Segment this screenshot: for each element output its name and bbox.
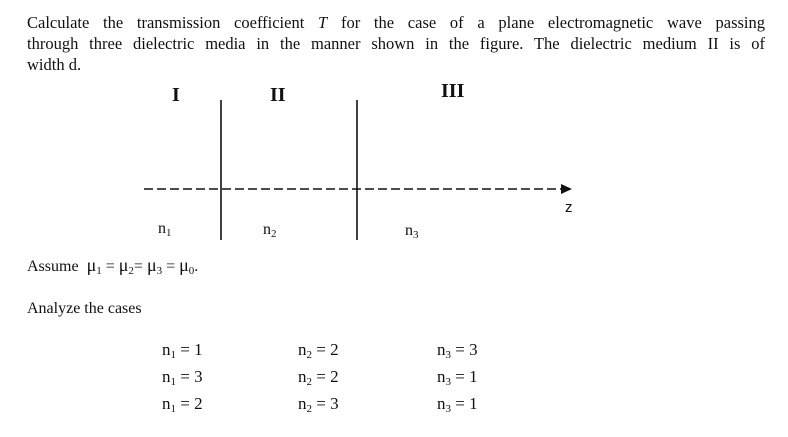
problem-line-1: Calculate the transmission coefficient T for the case of a plane electromagnetic wave passing — [27, 13, 766, 32]
medium-index-2: $n_2$ — [263, 221, 277, 240]
case-1-n1: $n_1 = 1$ — [162, 340, 203, 361]
problem-line-2: through three dielectric media in the manner shown in the figure. The dielectric medium II is of — [27, 34, 765, 53]
region-label-2: II — [270, 84, 286, 106]
case-1-n2: $n_2 = 2$ — [298, 340, 339, 361]
analyze-label: Analyze the cases — [27, 300, 142, 317]
problem-line-3: width d. — [27, 55, 82, 74]
case-2-n2: $n_2 = 2$ — [298, 367, 339, 388]
case-3-n1: $n_1 = 2$ — [162, 394, 203, 415]
z-axis-arrowhead — [561, 184, 572, 194]
medium-index-1: $n_1$ — [158, 220, 172, 239]
case-3-n3: $n_3 = 1$ — [437, 394, 478, 415]
z-axis-label: z — [565, 199, 573, 216]
region-label-3: III — [441, 80, 465, 102]
case-2-n3: $n_3 = 1$ — [437, 367, 478, 388]
case-3-n2: $n_2 = 3$ — [298, 394, 339, 415]
case-2-n1: $n_1 = 3$ — [162, 367, 203, 388]
assumption-line: Assume $\mu_1 = \mu_2= \mu_3 = \mu_0$. — [27, 255, 199, 277]
region-label-1: I — [172, 84, 180, 106]
case-1-n3: $n_3 = 3$ — [437, 340, 478, 361]
medium-index-3: $n_3$ — [405, 222, 419, 241]
